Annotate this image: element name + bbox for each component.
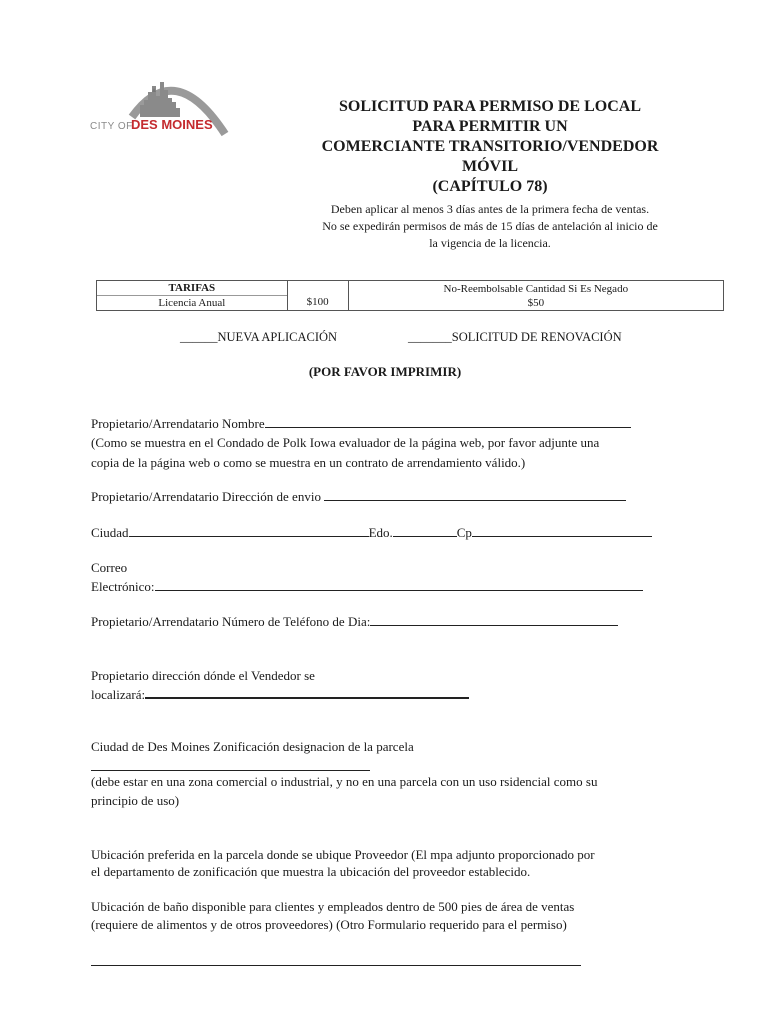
license-label: Licencia Anual bbox=[97, 295, 287, 310]
form-subtitle bbox=[290, 201, 690, 252]
phone-field[interactable] bbox=[370, 613, 618, 626]
restroom-line-2: (requiere de alimentos y de otros proveedores) (Otro Formulario requerido para el permiso) bbox=[91, 917, 567, 932]
mailing-address-row bbox=[91, 487, 626, 507]
zip-field[interactable] bbox=[472, 524, 652, 537]
new-application-option[interactable] bbox=[180, 330, 337, 345]
fees-heading: TARIFAS bbox=[168, 282, 216, 294]
print-note: (POR FAVOR IMPRIMIR) bbox=[308, 364, 462, 379]
title-line: PARA PERMITIR UN bbox=[412, 118, 568, 135]
phone-row bbox=[91, 612, 618, 632]
fees-label-cell bbox=[97, 281, 288, 311]
logo-city-prefix: CITY OF bbox=[90, 121, 133, 132]
renewal-label: SOLICITUD DE RENOVACIÓN bbox=[451, 330, 622, 344]
logo-city-name: DES MOINES bbox=[131, 117, 213, 132]
subtitle-line: la vigencia de la licencia. bbox=[429, 236, 551, 250]
fees-table bbox=[96, 280, 724, 311]
owner-name-row bbox=[91, 414, 631, 434]
owner-name-note-1: (Como se muestra en el Condado de Polk Iowa evaluador de la página web, por favor adjunte una bbox=[91, 435, 600, 450]
city-logo bbox=[80, 72, 240, 142]
vendor-address-label-2: localizará: bbox=[91, 687, 146, 702]
title-line: SOLICITUD PARA PERMISO DE LOCAL bbox=[339, 98, 641, 115]
renewal-blank[interactable]: _______ bbox=[408, 330, 452, 344]
location-line-2: el departamento de zonificación que muestra la ubicación del proveedor establecido. bbox=[91, 864, 531, 879]
title-line: COMERCIANTE TRANSITORIO/VENDEDOR bbox=[321, 138, 659, 155]
owner-name-note-2: copia de la página web o como se muestra en un contrato de arrendamiento válido.) bbox=[91, 455, 526, 470]
vendor-address-field[interactable] bbox=[145, 685, 469, 699]
city-label: Ciudad bbox=[91, 525, 129, 540]
email-row bbox=[91, 577, 643, 597]
new-application-blank[interactable]: ______ bbox=[180, 330, 218, 344]
restroom-line-1: Ubicación de baño disponible para clientes y empleados dentro de 500 pies de área de ventas bbox=[91, 899, 575, 914]
state-label: Edo. bbox=[368, 525, 393, 540]
owner-name-field[interactable] bbox=[265, 415, 631, 428]
vendor-address-row bbox=[91, 685, 469, 705]
subtitle-line: No se expedirán permisos de más de 15 días de antelación al inicio de bbox=[322, 219, 658, 233]
form-title bbox=[290, 97, 690, 197]
location-line-1: Ubicación preferida en la parcela donde se ubique Proveedor (El mpa adjunto proporcionado por bbox=[91, 847, 595, 862]
new-application-label: NUEVA APLICACIÓN bbox=[217, 330, 338, 344]
restroom-field[interactable] bbox=[91, 965, 581, 966]
zoning-label: Ciudad de Des Moines Zonificación designacion de la parcela bbox=[91, 739, 414, 754]
zoning-note-1: (debe estar en una zona comercial o industrial, y no en una parcela con un uso rsidencial como su bbox=[91, 774, 598, 789]
renewal-option[interactable] bbox=[408, 330, 622, 345]
state-field[interactable] bbox=[393, 524, 457, 537]
nonrefundable-label: No-Reembolsable Cantidad Si Es Negado bbox=[443, 282, 629, 295]
license-amount: $100 bbox=[306, 295, 329, 308]
nonrefundable-amount: $50 bbox=[527, 296, 545, 309]
email-label-1: Correo bbox=[91, 560, 128, 575]
mailing-address-label: Propietario/Arrendatario Dirección de envio bbox=[91, 489, 321, 504]
mailing-address-field[interactable] bbox=[324, 488, 626, 501]
email-label-2: Electrónico: bbox=[91, 579, 155, 594]
license-amount-cell bbox=[287, 281, 348, 311]
city-field[interactable] bbox=[129, 524, 369, 537]
vendor-address-label-1: Propietario dirección dónde el Vendedor se bbox=[91, 668, 315, 683]
email-field[interactable] bbox=[155, 578, 643, 591]
title-line: (CAPÍTULO 78) bbox=[432, 178, 548, 195]
zoning-field[interactable] bbox=[91, 770, 370, 771]
zoning-note-2: principio de uso) bbox=[91, 793, 180, 808]
phone-label: Propietario/Arrendatario Número de Teléfono de Dia: bbox=[91, 614, 371, 629]
owner-name-label: Propietario/Arrendatario Nombre bbox=[91, 416, 265, 431]
title-line: MÓVIL bbox=[462, 158, 518, 175]
city-state-zip-row bbox=[91, 523, 652, 543]
zip-label: Cp bbox=[456, 525, 472, 540]
subtitle-line: Deben aplicar al menos 3 días antes de la primera fecha de ventas. bbox=[330, 202, 650, 216]
nonrefundable-cell bbox=[348, 281, 723, 311]
